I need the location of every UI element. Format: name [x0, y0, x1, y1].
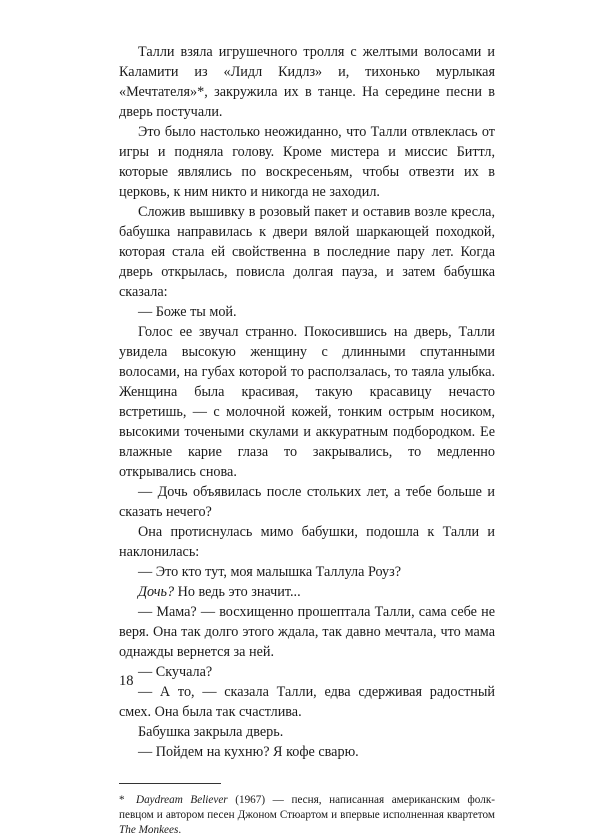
paragraph-italic-thought: [119, 582, 495, 602]
paragraph: — Мама? — восхищенно прошептала Талли, сама себе не веря. Она так долго этого ждала, так давно мечтала, что мама однажды вернется за ней.: [119, 604, 495, 660]
paragraph: — Боже ты мой.: [138, 304, 237, 320]
paragraph: — Пойдем на кухню? Я кофе сварю.: [138, 744, 359, 760]
paragraph: — Это кто тут, моя малышка Таллула Роуз?: [138, 564, 402, 580]
body-text: [119, 42, 495, 762]
paragraph-rest: Но ведь это значит...: [174, 584, 301, 600]
italic-text: Дочь?: [138, 584, 175, 600]
paragraph: — Дочь объявилась после стольких лет, а тебе больше и сказать нечего?: [119, 484, 495, 520]
paragraph: — Скучала?: [138, 664, 213, 680]
footnote-band-name: The Monkees: [119, 824, 179, 836]
footnote-song-title: Daydream Believer: [136, 794, 228, 806]
footnote-text-end: .: [178, 824, 182, 836]
paragraph: Талли взяла игрушечного тролля с желтыми волосами и Каламити из «Лидл Кидлз» и, тихонько мурлыкая «Мечтателя»*, закружила их в танце. На середине песни в дверь постучали.: [119, 44, 495, 120]
footnote-text: (1967) — песня, написанная американским фолк-певцом и автором песен Джоном Стюартом и впервые исполненная квартетом: [119, 794, 495, 821]
footnote: [119, 793, 495, 838]
paragraph: Она протиснулась мимо бабушки, подошла к Талли и наклонилась:: [119, 524, 495, 560]
footnote-divider: [119, 783, 221, 784]
paragraph: Голос ее звучал странно. Покосившись на дверь, Талли увидела высокую женщину с длинными спутанными волосами, на губах которой то расползалась, то таяла улыбка. Женщина была красивая, такую красавицу нечасто встретишь, — с молочной кожей, тонким острым носиком, высокими точеными скулами и аккуратным подбородком. Ее влажные карие глаза то закрывались, то медленно открывались снова.: [119, 324, 495, 480]
paragraph: Это было настолько неожиданно, что Талли отвлеклась от игры и подняла голову. Кроме мистера и миссис Биттл, которые являлись по воскресеньям, чтобы отвезти их в церковь, к ним никто и никогда не заходил.: [119, 124, 495, 200]
paragraph: — А то, — сказала Талли, едва сдерживая радостный смех. Она была так счастлива.: [119, 684, 495, 720]
paragraph: Бабушка закрыла дверь.: [138, 724, 284, 740]
page-content: [119, 42, 495, 838]
footnote-mark: *: [119, 794, 125, 806]
paragraph: Сложив вышивку в розовый пакет и оставив возле кресла, бабушка направилась к двери вялой шаркающей походкой, которая стала ей свойственна в последние пару лет. Когда дверь открылась, повисла долгая пауза, и затем бабушка сказала:: [119, 204, 495, 300]
page-number: 18: [119, 673, 134, 689]
